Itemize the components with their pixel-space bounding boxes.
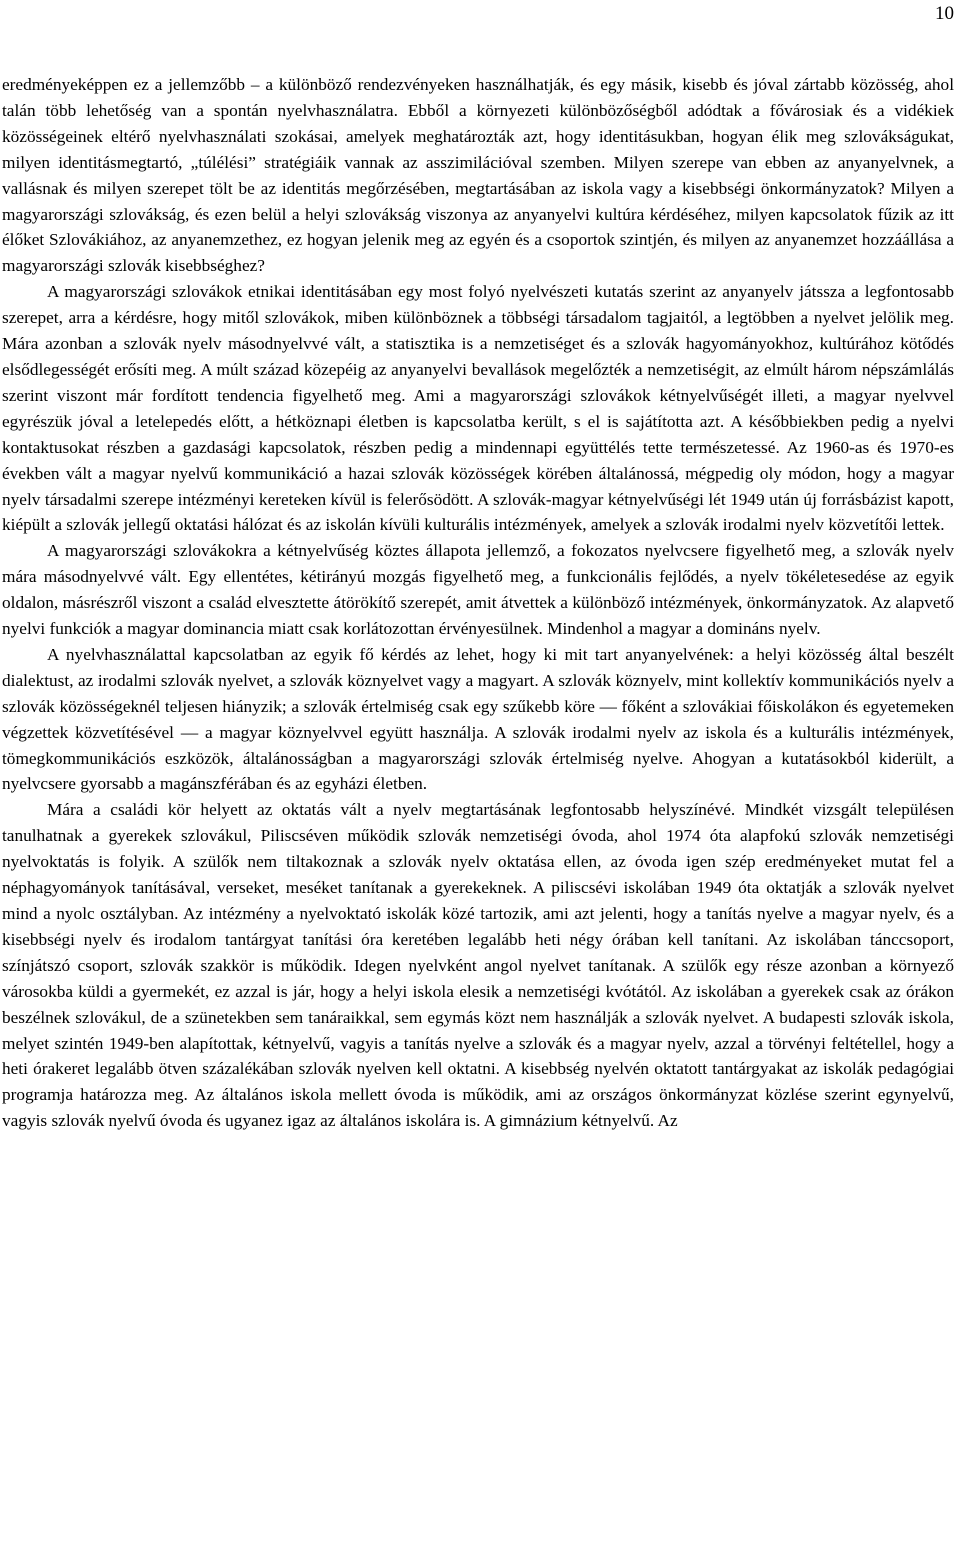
paragraph-4: A nyelvhasználattal kapcsolatban az egyik fő kérdés az lehet, hogy ki mit tart anyanyelvének: a helyi közösség által beszélt dialektust, az irodalmi szlovák nyelvet, a szlovák köznyelvet vagy a magyart. A szlovák köznyelv, mint kollektív kommunikációs nyelv a szlovák közösségeknél teljesen hiányzik; a szlovák értelmiség csak egy szűkebb köre — főként a szlovákiai főiskolákon és egyetemeken végzettek közvetítésével — a magyar köznyelvvel együtt használja. A szlovák irodalmi nyelv az iskola és a kulturális intézmények, tömegkommunikációs eszközök, általánosságban a magyarországi szlovák értelmiség nyelve. Ahogyan a kutatásokból kiderült, a nyelvcsere gyorsabb a magánszférában és az egyházi életben.: [2, 644, 954, 794]
paragraph-3: A magyarországi szlovákokra a kétnyelvűség köztes állapota jellemző, a fokozatos nyelvcsere figyelhető meg, a szlovák nyelv mára másodnyelvvé vált. Egy ellentétes, kétirányú mozgás figyelhető meg, a funkcionális fejlődés, a nyelv tökéletesedése az egyik oldalon, másrészről viszont a család elvesztette átörökítő szerepét, amit átvettek a különböző intézmények, önkormányzatok. Az alapvető nyelvi funkciók a magyar dominancia miatt csak korlátozottan érvényesülnek. Mindenhol a magyar a domináns nyelv.: [2, 541, 954, 639]
document-body: [2, 72, 954, 1134]
paragraph-5: Mára a családi kör helyett az oktatás vált a nyelv megtartásának legfontosabb helyszínévé. Mindkét vizsgált településen tanulhatnak a gyerekek szlovákul, Piliscséven működik szlovák nemzetiségi óvoda, ahol 1974 óta alapfokú szlovák nemzetiségi nyelvoktatás is folyik. A szülők nem tiltakoznak a szlovák nyelv oktatása ellen, az óvoda igen szép eredményeket mutat fel a néphagyományok tanításával, verseket, meséket tanítanak a gyerekeknek. A piliscsévi iskolában 1949 óta oktatják a szlovák nyelvet mind a nyolc osztályban. Az intézmény a nyelvoktató iskolák közé tartozik, ami azt jelenti, hogy a tanítás nyelve a magyar nyelv, és a kisebbségi nyelv és irodalom tantárgyat tanítási óra keretében legalább heti négy órában kell tanítani. Az iskolában tánccsoport, színjátszó csoport, szlovák szakkör is működik. Idegen nyelvként angol nyelvet tanítanak. A szülők egy része azonban a környező városokba küldi a gyermekét, ez azzal is jár, hogy a helyi iskola elesik a nemzetiségi kvótától. Az iskolában a gyerekek csak az órákon beszélnek szlovákul, de a szünetekben sem tanáraikkal, sem egymás közt nem használják a szlovák nyelvet. A budapesti szlovák iskola, melyet szintén 1949-ben alapítottak, kétnyelvű, vagyis a tanítás nyelve a szlovák és a magyar nyelv, azzal a törvényi feltétellel, hogy a heti órakeret legalább ötven százalékában szlovák nyelven kell oktatni. A kisebbség nyelvén oktatott tantárgyakat az iskolák pedagógiai programja határozza meg. Az általános iskola mellett óvoda is működik, ami az országos önkormányzat közlése szerint egynyelvű, vagyis szlovák nyelvű óvoda és ugyanez igaz az általános iskolára is. A gimnázium kétnyelvű. Az: [2, 800, 954, 1131]
page-number: 10: [935, 3, 954, 24]
paragraph-1: eredményeképpen ez a jellemzőbb – a különböző rendezvényeken használhatják, és egy másik, kisebb és jóval zártabb közösség, ahol talán több lehetőség van a spontán nyelvhasználatra. Ebből a környezeti különbözőségből adódtak a fővárosiak és a vidékiek közösségeinek eltérő nyelvhasználati szokásai, amelyek meghatározták azt, hogy identitásukban, hogyan élik meg szlovákságukat, milyen identitásmegtartó, „túlélési” stratégiáik vannak az asszimilációval szemben. Milyen szerepe van ebben az anyanyelvnek, a vallásnak és milyen szerepet tölt be az identitás megőrzésében, megtartásában az iskola vagy a kisebbségi önkormányzatok? Milyen a magyarországi szlovákság, és ezen belül a helyi szlovákság viszonya az anyanyelvi kultúra kérdéséhez, milyen kapcsolatok fűzik az itt élőket Szlovákiához, az anyanemzethez, ez hogyan jelenik meg az egyén és a csoportok szintjén, és milyen az anyanemzet hozzáállása a magyarországi szlovák kisebbséghez?: [2, 75, 954, 276]
paragraph-2: A magyarországi szlovákok etnikai identitásában egy most folyó nyelvészeti kutatás szerint az anyanyelv játssza a legfontosabb szerepet, arra a kérdésre, hogy mitől szlovákok, miben különböznek a többségi társadalom tagjaitól, a legtöbben a nyelvet jelölik meg. Mára azonban a szlovák nyelv másodnyelvvé vált, a statisztika is a nemzetiséget és a szlovák hagyományokhoz, kultúrához kötődés elsődlegességét erősíti meg. A múlt század közepéig az anyanyelvi bevallások megelőzték a nemzetiségit, az elmúlt három népszámlálás szerint viszont már fordított tendencia figyelhető meg. Ami a magyarországi szlovákok kétnyelvűségét illeti, a magyar nyelvvel egyrészük jóval a letelepedés előtt, a hétköznapi életben is kapcsolatba került, s el is sajátította azt. A későbbiekben pedig a nyelvi kontaktusokat részben a gazdasági kapcsolatok, részben pedig a mindennapi együttélés tette természetessé. Az 1960-as és 1970-es években vált a magyar nyelvű kommunikáció a hazai szlovák közösségek körében általánossá, mégpedig oly módon, hogy a magyar nyelv társadalmi szerepe intézményi kereteken kívül is felerősödött. A szlovák-magyar kétnyelvűségi lét 1949 után új forrásbázist kapott, kiépült a szlovák jellegű oktatási hálózat és az iskolán kívüli kulturális intézmények, amelyek a szlovák irodalmi nyelv közvetítői lettek.: [2, 282, 954, 535]
